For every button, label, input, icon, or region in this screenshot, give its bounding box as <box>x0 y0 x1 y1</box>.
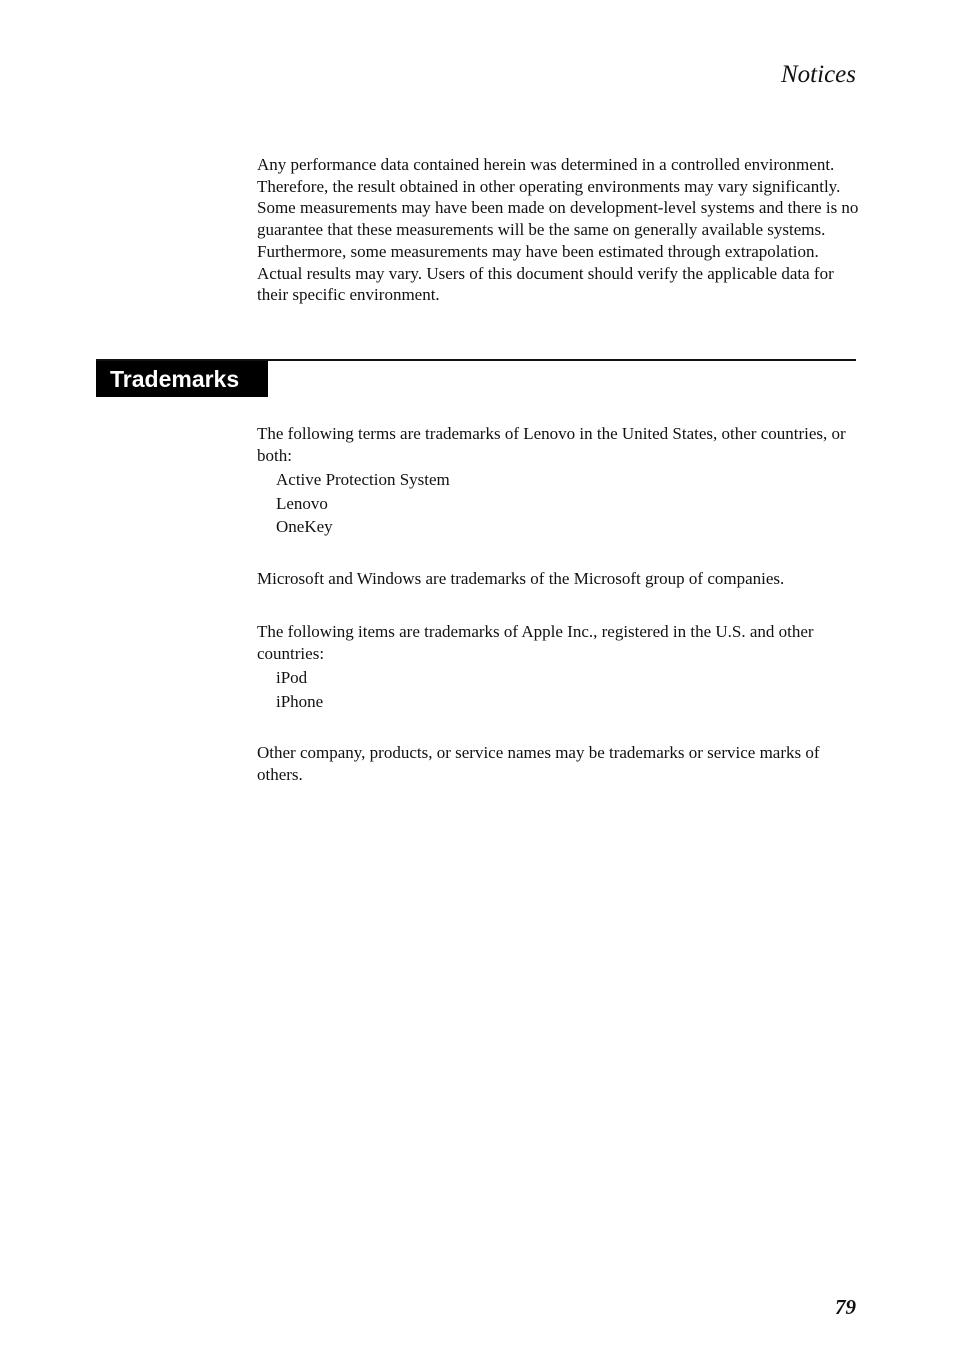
section-heading-trademarks: Trademarks <box>96 361 268 397</box>
performance-data-paragraph <box>257 154 861 306</box>
list-item: Active Protection System <box>276 470 450 490</box>
lenovo-trademarks-block <box>257 423 861 539</box>
apple-trademarks-list <box>257 666 861 713</box>
page-number: 79 <box>835 1295 856 1319</box>
microsoft-trademarks-block <box>257 568 861 590</box>
list-item: OneKey <box>276 517 333 537</box>
lenovo-trademarks-intro: The following terms are trademarks of Lenovo in the United States, other countries, or both: <box>257 424 846 465</box>
list-item: iPod <box>276 668 308 688</box>
other-trademarks-text: Other company, products, or service names may be trademarks or service marks of others. <box>257 743 820 784</box>
list-item: iPhone <box>276 691 324 711</box>
list-item: Lenovo <box>276 493 328 513</box>
lenovo-trademarks-list <box>257 468 861 539</box>
performance-data-text: Any performance data contained herein was determined in a controlled environment. Therefore, the result obtained in other operating environments may vary significantly. Some measurements may have been made on development-level systems and there is no guarantee that these measurements will be the same on generally available systems. Furthermore, some measurements may have been estimated through extrapolation. Actual results may vary. Users of this document should verify the applicable data for their specific environment. <box>257 155 859 305</box>
microsoft-trademarks-text: Microsoft and Windows are trademarks of the Microsoft group of companies. <box>257 569 785 588</box>
apple-trademarks-intro: The following items are trademarks of Apple Inc., registered in the U.S. and other countries: <box>257 622 814 663</box>
page-header-title: Notices <box>781 61 856 88</box>
apple-trademarks-block <box>257 621 861 713</box>
other-trademarks-block <box>257 742 861 785</box>
